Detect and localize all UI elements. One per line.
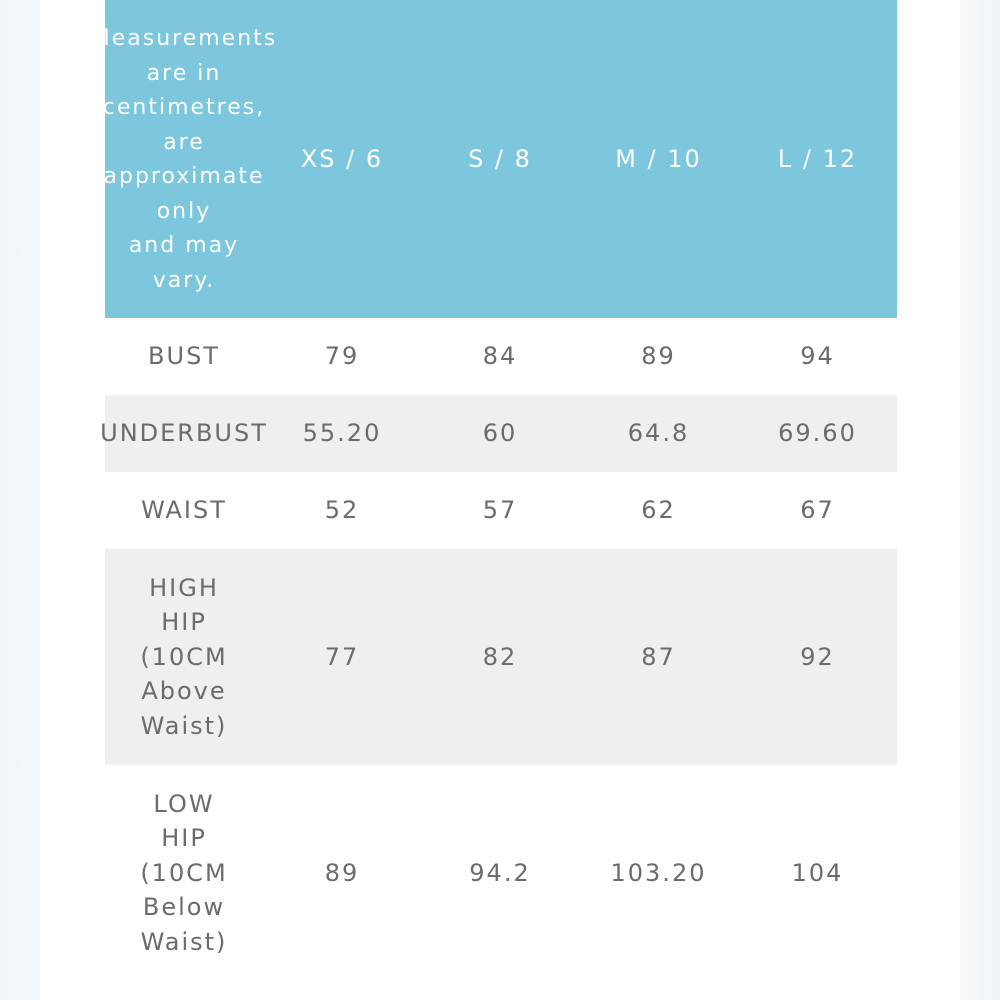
table-cell: 89 <box>641 342 676 370</box>
table-cell: 55.20 <box>302 419 382 447</box>
table-cell: 84 <box>482 342 518 370</box>
row-label: HIGH HIP (10CM Above Waist) <box>140 573 228 740</box>
size-header-xs: XS / 6 <box>300 144 384 173</box>
table-cell: 94 <box>800 342 835 370</box>
table-row-underbust <box>100 395 897 472</box>
table-cell: 87 <box>641 642 676 671</box>
table-cell: 77 <box>324 642 360 671</box>
size-chart-table <box>90 0 897 981</box>
size-header-l: L / 12 <box>777 144 858 173</box>
table-row-waist <box>105 472 897 549</box>
table-cell: 92 <box>800 642 835 671</box>
table-cell: 52 <box>324 496 360 524</box>
table-cell: 79 <box>324 342 360 370</box>
row-label: BUST <box>148 342 220 370</box>
table-row-low-hip <box>105 765 897 981</box>
table-cell: 69.60 <box>778 419 857 447</box>
table-cell: 67 <box>800 496 835 524</box>
table-cell: 64.8 <box>627 419 690 447</box>
table-cell: 62 <box>641 496 676 524</box>
table-cell: 82 <box>482 642 518 671</box>
table-cell: 103.20 <box>610 858 707 887</box>
table-cell: 57 <box>482 496 518 524</box>
table-row-high-hip <box>105 549 897 765</box>
table-row-bust <box>105 318 897 395</box>
size-header-m: M / 10 <box>615 144 702 173</box>
table-cell: 94.2 <box>469 858 531 887</box>
table-cell: 89 <box>324 858 360 887</box>
table-cell: 60 <box>482 419 518 447</box>
size-header-s: S / 8 <box>468 144 532 173</box>
measurement-note: Measurements are in centimetres, are approximate only and may vary. <box>90 26 278 293</box>
row-label: UNDERBUST <box>100 419 268 447</box>
row-label: LOW HIP (10CM Below Waist) <box>140 789 228 956</box>
row-label: WAIST <box>141 496 227 524</box>
table-header-row <box>90 0 897 318</box>
table-cell: 104 <box>791 858 844 887</box>
